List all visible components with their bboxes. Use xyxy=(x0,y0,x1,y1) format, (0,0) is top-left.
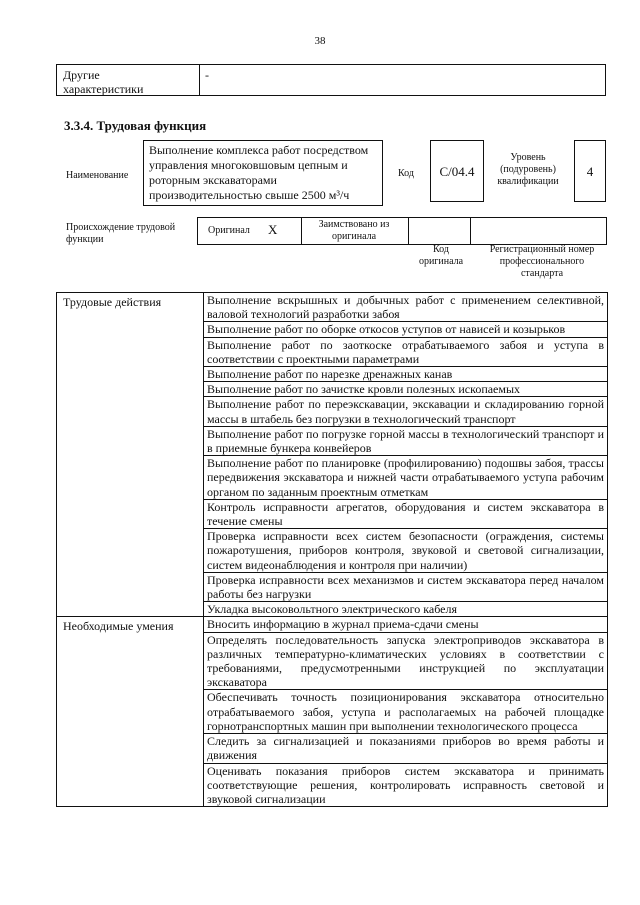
labor-action-item: Проверка исправности всех механизмов и систем экскаватора перед началом работы без нагрузки xyxy=(204,572,608,601)
code-value-box: С/04.4 xyxy=(430,140,484,202)
original-label: Оригинал xyxy=(208,225,250,236)
labor-action-item: Выполнение работ по заоткоске отрабатываемого забоя и уступа в соответствии с проектными параметрами xyxy=(204,337,608,366)
origin-divider-1 xyxy=(301,218,302,244)
labor-action-item: Выполнение работ по зачистке кровли полезных ископаемых xyxy=(204,382,608,397)
labor-action-item: Укладка высоковольтного электрического кабеля xyxy=(204,602,608,617)
section-title: 3.3.4. Трудовая функция xyxy=(64,118,207,133)
qualification-level-label: Уровень (подуровень) квалификации xyxy=(497,152,559,187)
origin-divider-2 xyxy=(408,218,409,244)
labor-action-row xyxy=(57,293,608,322)
qualification-level-box: 4 xyxy=(574,140,606,202)
code-original-label: Код оригинала xyxy=(418,244,464,267)
labor-function-table xyxy=(56,292,608,807)
labor-action-item: Выполнение работ по погрузке горной массы в технологический транспорт и в приемные бункера конвейеров xyxy=(204,426,608,455)
labor-action-item: Выполнение работ по планировке (профилированию) подошвы забоя, трассы передвижения экскаватора и нижней части отрабатываемого уступа рабочим органом по заданным проектным отметкам xyxy=(204,456,608,500)
other-characteristics-value: - xyxy=(205,68,209,82)
function-name-box: Выполнение комплекса работ посредством управления многоковшовым цепным и роторным экскаваторами производительностью свыше 2500 м³/ч xyxy=(143,140,383,206)
skill-item: Определять последовательность запуска электроприводов экскаватора в различных температурно-климатических условиях в соответствии с требованиями, предусмотренными инструкцией по эксплуатации экскаватора xyxy=(204,632,608,690)
labor-action-item: Выполнение работ по нарезке дренажных канав xyxy=(204,367,608,382)
name-label: Наименование xyxy=(66,170,129,181)
skill-item: Вносить информацию в журнал приема-сдачи смены xyxy=(204,617,608,632)
skill-category: Необходимые умения xyxy=(57,617,204,807)
page-number: 38 xyxy=(314,35,326,47)
other-characteristics-label: Другие характеристики xyxy=(63,68,144,96)
code-label: Код xyxy=(398,168,414,179)
origin-label: Происхождение трудовой функции xyxy=(66,222,176,245)
labor-action-item: Выполнение работ по оборке откосов уступов от нависей и козырьков xyxy=(204,322,608,337)
borrowed-label: Заимствовано из оригинала xyxy=(318,219,390,242)
column-divider xyxy=(199,65,200,95)
labor-action-category: Трудовые действия xyxy=(57,293,204,617)
labor-action-item: Проверка исправности всех систем безопасности (ограждения, системы пожаротушения, приборов контроля, звуковой и световой сигнализации, систем видеонаблюдения и контроля при наличии) xyxy=(204,529,608,573)
skill-row xyxy=(57,617,608,632)
labor-action-item: Контроль исправности агрегатов, оборудования и систем экскаватора в течение смены xyxy=(204,499,608,528)
other-characteristics-table xyxy=(56,64,606,96)
skill-item: Следить за сигнализацией и показаниями приборов во время работы и движения xyxy=(204,734,608,763)
origin-divider-3 xyxy=(470,218,471,244)
reg-number-label: Регистрационный номер профессионального стандарта xyxy=(489,244,595,279)
labor-action-item: Выполнение работ по переэкскавации, экскавации и складированию горной массы в штабель без погрузки в технологический транспорт xyxy=(204,397,608,426)
origin-table xyxy=(197,217,607,245)
original-mark: Х xyxy=(268,222,278,237)
skill-item: Оценивать показания приборов систем экскаватора и принимать соответствующие решения, контролировать исправность световой и звуковой сигнализации xyxy=(204,763,608,807)
skill-item: Обеспечивать точность позиционирования экскаватора относительно отрабатываемого забоя, уступа и располагаемых на рабочей площадке горнотранспортных машин при выполнении технологического процесса xyxy=(204,690,608,734)
labor-action-item: Выполнение вскрышных и добычных работ с применением селективной, валовой технологий разработки забоя xyxy=(204,293,608,322)
